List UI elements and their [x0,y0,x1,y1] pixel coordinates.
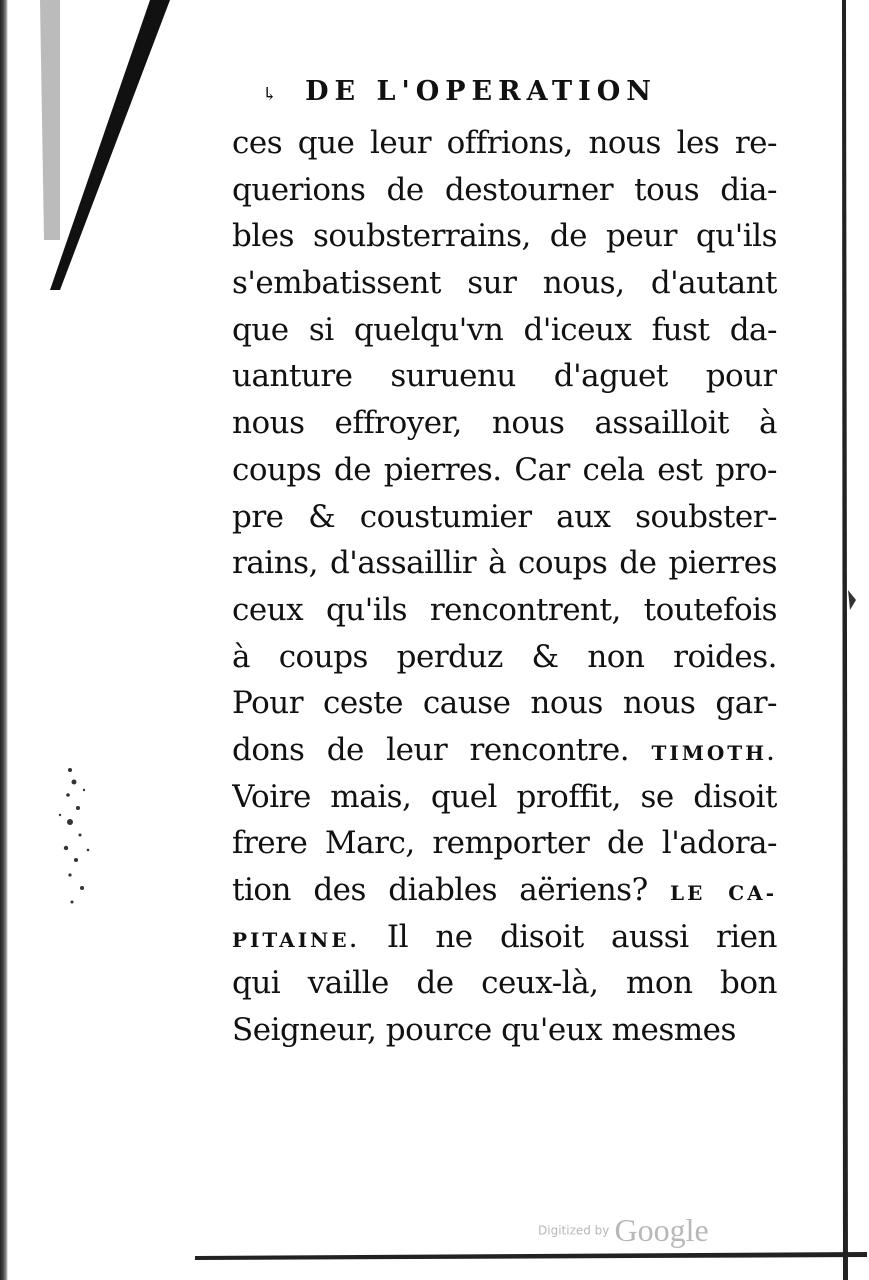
text-line: Seigneur, pource qu'eux mesmes [232,1012,736,1049]
google-logo: Google [614,1212,709,1248]
text-line: que si quelqu'vn d'iceux fust da- [232,311,777,348]
diagonal-fold-shadow [0,0,240,300]
text-line: uanture suruenu d'aguet pour [232,358,777,395]
text-line: Pour ceste cause nous nous gar- [232,685,777,722]
text-line: bles soubsterrains, de peur qu'ils [232,218,777,255]
text-line: Voire mais, quel proffit, se disoit [232,778,777,815]
text-line: coups de pierres. Car cela est pro- [232,451,777,488]
speaker-name: PITAINE. [232,927,360,952]
text-line: tion des diables aëriens? LE CA- [232,872,777,908]
text-line: rains, d'assaillir à coups de pierres [232,545,777,582]
text-line: nous effroyer, nous assailloit à [232,405,777,442]
digitization-watermark [538,1212,709,1249]
running-head [262,76,702,107]
watermark-prefix: Digitized by [538,1223,610,1238]
body-text [232,120,777,1054]
text-line: frere Marc, remporter de l'adora- [232,825,777,862]
speaker-name: LE CA- [670,881,777,905]
margin-speckles [40,760,100,920]
speaker-name: TIMOTH. [651,740,777,765]
running-head-mark: ↳ [262,84,278,105]
right-scan-border [838,0,869,1280]
text-line: ceux qu'ils rencontrent, toutefois [232,591,777,628]
text-line: querions de destourner tous dia- [232,171,777,208]
text-line: pre & coustumier aux soubster- [232,498,777,535]
text-line: à coups perduz & non roides. [232,638,777,675]
running-head-title: DE L'OPERATION [305,76,657,107]
text-line: qui vaille de ceux-là, mon bon [232,965,777,1002]
text-line: s'embatissent sur nous, d'autant [232,265,777,302]
text-line: dons de leur rencontre. TIMOTH. [232,731,777,768]
text-line: PITAINE. Il ne disoit aussi rien [232,918,777,955]
text-line: ces que leur offrions, nous les re- [232,125,777,161]
bottom-scan-edge [195,1248,867,1262]
